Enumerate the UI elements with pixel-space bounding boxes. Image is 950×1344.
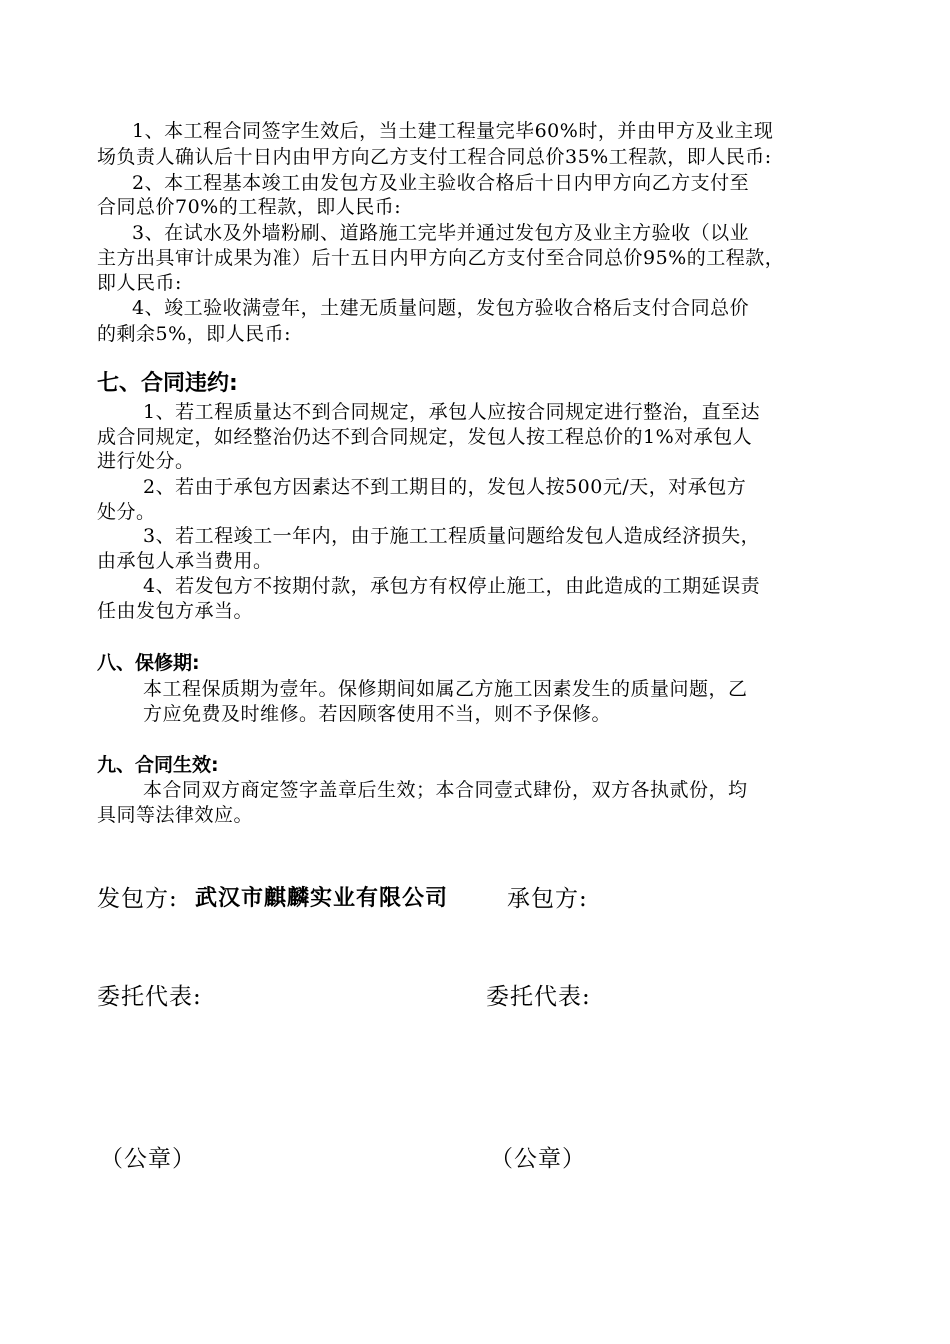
payment-item-1-line-2: 场负责人确认后十日内由甲方向乙方支付工程合同总价35%工程款，即人民币: bbox=[97, 146, 772, 168]
breach-item-2-line-2: 处分。 bbox=[97, 501, 156, 523]
breach-item-4-line-2: 任由发包方承当。 bbox=[97, 600, 254, 622]
payment-item-2-line-2: 合同总价70%的工程款，即人民币: bbox=[97, 196, 402, 218]
breach-item-3-line-1: 3、若工程竣工一年内，由于施工工程质量问题给发包人造成经济损失， bbox=[143, 525, 761, 547]
effect-heading: 九、合同生效: bbox=[97, 754, 219, 776]
breach-item-3-line-2: 由承包人承当费用。 bbox=[97, 550, 273, 572]
rep-a-label: 委托代表: bbox=[97, 984, 202, 1010]
payment-item-3-line-2: 主方出具审计成果为准）后十五日内甲方向乙方支付至合同总价95%的工程款， bbox=[97, 247, 785, 269]
party-a-name: 武汉市麒麟实业有限公司 bbox=[195, 886, 449, 911]
payment-item-4-line-1: 4、竣工验收满壹年，土建无质量问题，发包方验收合格后支付合同总价 bbox=[132, 297, 750, 319]
breach-item-4-line-1: 4、若发包方不按期付款，承包方有权停止施工，由此造成的工期延误责 bbox=[143, 575, 761, 597]
seal-b: （公章） bbox=[490, 1146, 586, 1172]
warranty-heading: 八、保修期: bbox=[97, 652, 200, 674]
payment-item-2-line-1: 2、本工程基本竣工由发包方及业主验收合格后十日内甲方向乙方支付至 bbox=[132, 172, 750, 194]
breach-item-1-line-2: 成合同规定，如经整治仍达不到合同规定，发包人按工程总价的1%对承包人 bbox=[97, 426, 753, 448]
warranty-line-1: 本工程保质期为壹年。保修期间如属乙方施工因素发生的质量问题，乙 bbox=[143, 678, 748, 700]
breach-item-2-line-1: 2、若由于承包方因素达不到工期目的，发包人按500元/天，对承包方 bbox=[143, 476, 747, 498]
seal-a: （公章） bbox=[100, 1146, 196, 1172]
effect-line-2: 具同等法律效应。 bbox=[97, 804, 254, 826]
party-b-label: 承包方: bbox=[507, 886, 588, 912]
breach-item-1-line-3: 进行处分。 bbox=[97, 450, 195, 472]
party-a-label: 发包方: bbox=[97, 886, 178, 912]
payment-item-4-line-2: 的剩余5%，即人民币: bbox=[97, 323, 292, 345]
effect-line-1: 本合同双方商定签字盖章后生效；本合同壹式肆份，双方各执贰份，均 bbox=[143, 779, 748, 801]
breach-heading: 七、合同违约: bbox=[97, 371, 238, 396]
payment-item-1-line-1: 1、本工程合同签字生效后，当土建工程量完毕60%时，并由甲方及业主现 bbox=[132, 120, 774, 142]
payment-item-3-line-3: 即人民币: bbox=[97, 272, 182, 294]
payment-item-3-line-1: 3、在试水及外墙粉刷、道路施工完毕并通过发包方及业主方验收（以业 bbox=[132, 222, 750, 244]
rep-b-label: 委托代表: bbox=[486, 984, 591, 1010]
warranty-line-2: 方应免费及时维修。若因顾客使用不当，则不予保修。 bbox=[143, 703, 612, 725]
breach-item-1-line-1: 1、若工程质量达不到合同规定，承包人应按合同规定进行整治，直至达 bbox=[143, 401, 761, 423]
